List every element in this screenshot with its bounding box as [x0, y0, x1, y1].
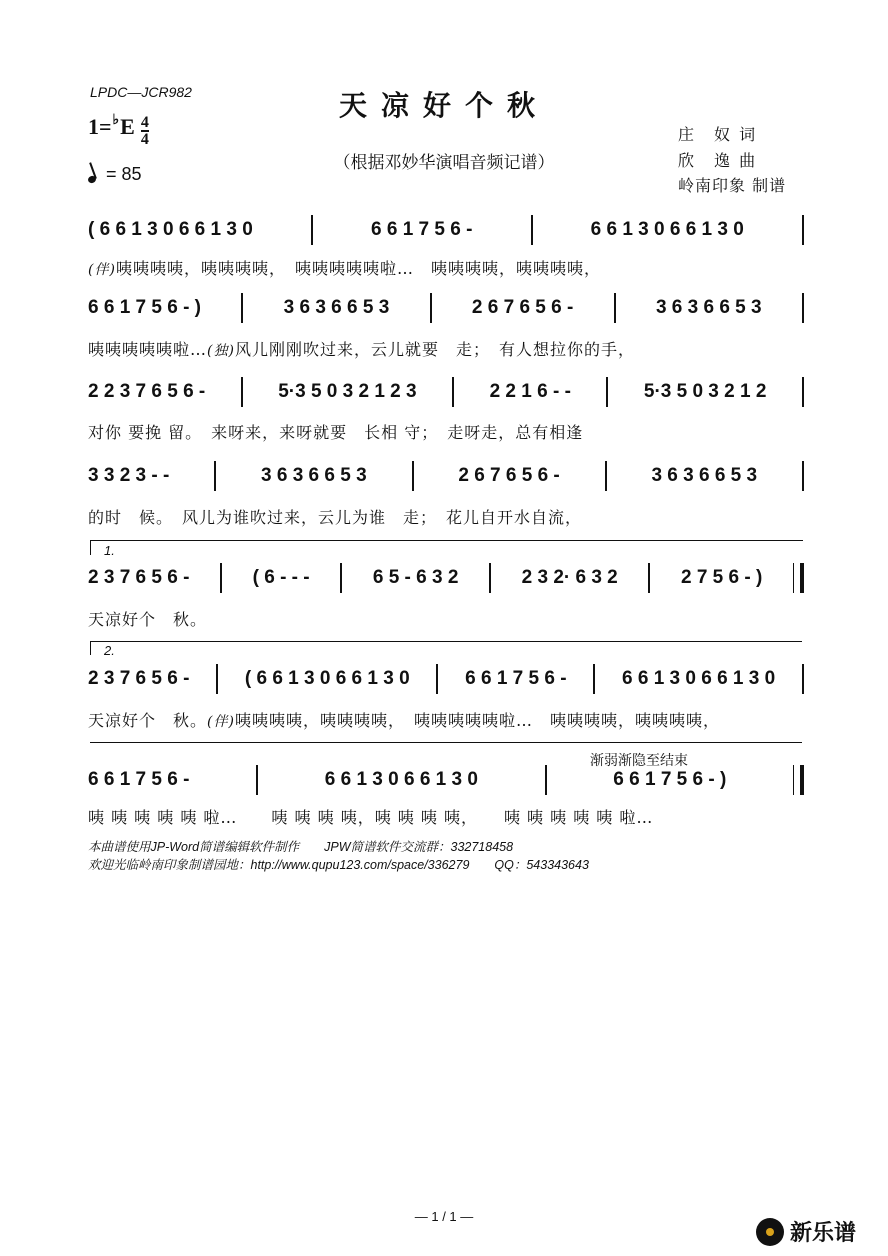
lyric-text: 风儿刚刚吹过来，云儿就要 走； 有人想拉你的手，: [234, 340, 635, 359]
accompaniment-mark: (伴): [207, 714, 235, 730]
barline: [241, 377, 243, 407]
section-rule: [90, 742, 802, 743]
software-note: 本曲谱使用JP-Word简谱编辑软件制作 JPW简谱软件交流群：332718458: [88, 840, 514, 854]
lyricist-credit: 庄 奴 词: [678, 125, 758, 144]
barline: [802, 377, 804, 407]
barline: [802, 461, 804, 491]
lyric-text: 天凉好个 秋。: [88, 711, 208, 730]
time-bottom: 4: [140, 131, 149, 148]
lyric-line-3: 对你 要挽 留。 来呀来，来呀就要 长相 守； 走呀走，总有相逢: [88, 423, 584, 442]
volta-label-2: 2.: [104, 643, 115, 658]
measure-group: 3 3 2 3 - -: [88, 465, 170, 486]
barline: [311, 215, 313, 245]
time-signature: [141, 115, 149, 147]
lyric-line-6: [88, 708, 804, 731]
barline: [545, 765, 547, 795]
barline: [412, 461, 414, 491]
tempo-marking: [88, 164, 142, 185]
measure-group: 6 6 1 3 0 6 6 1 3 0: [590, 219, 744, 240]
score-code: LPDC—JCR982: [90, 84, 192, 100]
measure-group: 2 2 3 7 6 5 6 -: [88, 381, 206, 402]
key-note: E: [120, 114, 135, 139]
score-line-7: [88, 762, 804, 798]
music-disc-icon: [756, 1218, 784, 1246]
measure-group: 2 3 2· 6 3 2: [521, 567, 618, 588]
barline: [489, 563, 491, 593]
measure-group: 6 6 1 7 5 6 - ): [613, 769, 727, 790]
volta-label-1: 1.: [104, 543, 115, 558]
measure-group: ( 6 6 1 3 0 6 6 1 3 0: [244, 668, 410, 689]
brand-logo: [756, 1216, 856, 1247]
score-line-5: [88, 560, 804, 596]
score-line-6: [88, 661, 804, 697]
fade-out-instruction: 渐弱渐隐至结束: [590, 753, 688, 769]
barline: [593, 664, 595, 694]
key-prefix: 1=: [88, 114, 112, 139]
score-line-2: [88, 290, 804, 326]
lyric-text: 咦咦咦咦咦啦…: [88, 340, 208, 359]
solo-mark: (独): [207, 343, 235, 359]
score-line-1: [88, 212, 804, 248]
barline: [802, 215, 804, 245]
measure-group: 6 6 1 7 5 6 -: [371, 219, 473, 240]
barline: [256, 765, 258, 795]
lyric-text: 咦咦咦咦，咦咦咦咦， 咦咦咦咦咦啦… 咦咦咦咦，咦咦咦咦，: [234, 711, 720, 730]
measure-group: ( 6 6 1 3 0 6 6 1 3 0: [88, 219, 253, 240]
page-title: 天凉好个秋: [338, 89, 549, 122]
measure-group: 5·3 5 0 3 2 1 2 3: [278, 381, 417, 402]
score-line-4: [88, 458, 804, 494]
barline: [340, 563, 342, 593]
measure-group: 3 6 3 6 6 5 3: [283, 297, 390, 318]
barline: [216, 664, 218, 694]
measure-group: 2 2 1 6 - -: [489, 381, 571, 402]
brand-name: 新乐谱: [790, 1221, 857, 1246]
page-subtitle: （根据邓妙华演唱音频记谱）: [333, 153, 555, 173]
key-signature: [88, 114, 149, 146]
measure-group: 6 6 1 7 5 6 -: [88, 769, 190, 790]
measure-group: 6 6 1 3 0 6 6 1 3 0: [324, 769, 478, 790]
measure-group: 6 6 1 3 0 6 6 1 3 0: [622, 668, 776, 689]
measure-group: 2 3 7 6 5 6 -: [88, 567, 190, 588]
time-top: 4: [140, 114, 149, 131]
repeat-end-barline: [793, 563, 804, 593]
score-line-3: [88, 374, 804, 410]
measure-group: 3 6 3 6 6 5 3: [655, 297, 762, 318]
barline: [220, 563, 222, 593]
measure-group: 3 6 3 6 6 5 3: [261, 465, 367, 486]
barline: [430, 293, 432, 323]
measure-group: 5·3 5 0 3 2 1 2: [643, 381, 767, 402]
arranger-credit: 岭南印象 制谱: [678, 176, 787, 195]
barline: [452, 377, 454, 407]
website-note: 欢迎光临岭南印象制谱园地：http://www.qupu123.com/space/336279 QQ：543343643: [88, 858, 589, 872]
tempo-value: = 85: [106, 164, 142, 184]
measure-group: 2 3 7 6 5 6 -: [88, 668, 190, 689]
lyric-line-5: 天凉好个 秋。: [88, 610, 208, 629]
lyric-line-4: 的时 候。 风儿为谁吹过来，云儿为谁 走； 花儿自开水自流，: [88, 508, 583, 527]
barline: [648, 563, 650, 593]
measure-group: 2 6 7 6 5 6 -: [471, 297, 574, 318]
barline: [605, 461, 607, 491]
lyric-line-2: [88, 337, 804, 360]
barline: [802, 664, 804, 694]
volta-bracket-2: [90, 641, 803, 655]
measure-group: 2 7 5 6 - ): [680, 567, 763, 588]
barline: [802, 293, 804, 323]
lyric-line-1: [88, 256, 804, 279]
barline: [436, 664, 438, 694]
page-number: — 1 / 1 —: [414, 1209, 474, 1224]
lyric-text: 咦咦咦咦，咦咦咦咦， 咦咦咦咦咦啦… 咦咦咦咦，咦咦咦咦，: [115, 259, 601, 278]
barline: [606, 377, 608, 407]
measure-group: 3 6 3 6 6 5 3: [651, 465, 758, 486]
measure-group: 2 6 7 6 5 6 -: [458, 465, 560, 486]
measure-group: 6 5 - 6 3 2: [372, 567, 459, 588]
barline: [531, 215, 533, 245]
composer-credit: 欣 逸 曲: [678, 151, 758, 170]
measure-group: ( 6 - - -: [252, 567, 310, 588]
volta-bracket-1: [90, 540, 803, 555]
lyric-line-7: 咦 咦 咦 咦 咦 啦… 咦 咦 咦 咦，咦 咦 咦 咦， 咦 咦 咦 咦 咦 啦…: [88, 808, 654, 827]
final-barline: [793, 765, 804, 795]
measure-group: 6 6 1 7 5 6 - ): [88, 297, 202, 318]
accompaniment-mark: (伴): [88, 262, 116, 278]
flat-icon: ♭: [112, 113, 120, 128]
barline: [614, 293, 616, 323]
barline: [241, 293, 243, 323]
quarter-note-icon: [87, 175, 97, 184]
barline: [214, 461, 216, 491]
measure-group: 6 6 1 7 5 6 -: [465, 668, 567, 689]
